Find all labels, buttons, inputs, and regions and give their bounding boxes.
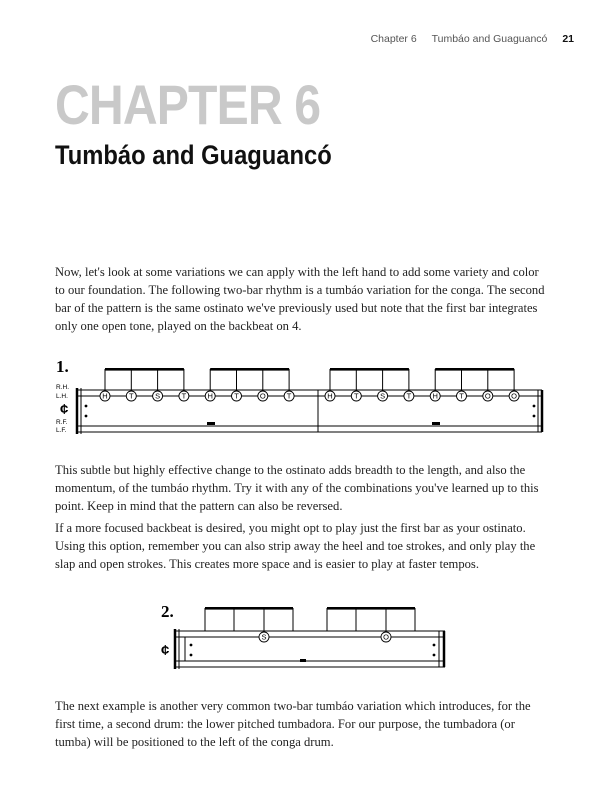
staff-label-rh: R.H. bbox=[56, 384, 69, 391]
note-label: O bbox=[259, 391, 266, 401]
paragraph-tumbadora: The next example is another very common two-bar tumbáo variation which introduces, for the first time, a second drum: the lower pitched tumbadora. For our purpose, the tumbadora (or tumba) will be positioned to the left of the conga drum. bbox=[55, 699, 531, 749]
staff-label-rf: R.F. bbox=[56, 419, 68, 426]
paragraph-effect: This subtle but highly effective change to the ostinato adds breadth to the length, and also the momentum, of the tumbáo rhythm. Try it with any of the combinations you've learned up to this point. Keep in mind that the pattern can also be reversed. bbox=[55, 463, 539, 513]
paragraph-intro: Now, let's look at some variations we can apply with the left hand to add some variety and color to our foundation. The following two-bar rhythm is a tumbáo variation for the conga. The second bar of the pattern is the same ostinato we've previously used but note that the first bar integrates only one open tone, played on the backbeat on 4. bbox=[55, 265, 545, 333]
note-label: T bbox=[406, 391, 412, 401]
beam bbox=[330, 368, 409, 371]
time-signature-2: ¢ bbox=[161, 642, 170, 659]
example-1-number: 1. bbox=[56, 357, 69, 376]
staff-lines bbox=[77, 388, 542, 434]
note-label: S bbox=[261, 632, 267, 642]
repeat-dot bbox=[533, 405, 536, 408]
notation-example-1 bbox=[50, 350, 550, 440]
paragraph-backbeat: If a more focused backbeat is desired, you might opt to play just the first bar as your ostinato. Using this option, remember you can also strip away the heel and toe strokes, and only play the slap and open strokes. This creates more space and is easier to play at faster tempos. bbox=[55, 521, 536, 571]
note-label: T bbox=[459, 391, 464, 401]
note-label: H bbox=[207, 391, 213, 401]
note-label: T bbox=[286, 391, 292, 401]
note-label: O bbox=[511, 391, 518, 401]
chapter-title: Tumbáo and Guaguancó bbox=[55, 140, 332, 170]
note-label: T bbox=[234, 391, 239, 401]
repeat-dot bbox=[85, 415, 88, 418]
note-label: S bbox=[380, 391, 386, 401]
rest bbox=[207, 422, 215, 425]
note-label: S bbox=[155, 391, 161, 401]
repeat-dot bbox=[433, 654, 436, 657]
repeat-dot bbox=[85, 405, 88, 408]
time-signature: ¢ bbox=[60, 401, 69, 418]
rest bbox=[300, 659, 306, 662]
running-header bbox=[371, 33, 574, 45]
chapter-label: CHAPTER 6 bbox=[55, 73, 321, 136]
example-2-number: 2. bbox=[161, 602, 174, 621]
repeat-dot bbox=[190, 644, 193, 647]
repeat-dot bbox=[433, 644, 436, 647]
header-title: Tumbáo and Guaguancó bbox=[431, 33, 548, 45]
rest bbox=[432, 422, 440, 425]
note-label: T bbox=[129, 391, 134, 401]
repeat-dot bbox=[533, 415, 536, 418]
note-label: H bbox=[432, 391, 438, 401]
note-label: O bbox=[484, 391, 491, 401]
beam bbox=[327, 607, 415, 610]
staff-lines-2 bbox=[175, 629, 445, 669]
beam bbox=[435, 368, 514, 371]
note-label: H bbox=[102, 391, 108, 401]
staff-label-lf: L.F. bbox=[56, 427, 67, 434]
beam bbox=[105, 368, 184, 371]
page-number: 21 bbox=[562, 33, 574, 45]
notation-example-2 bbox=[155, 595, 455, 675]
repeat-dot bbox=[190, 654, 193, 657]
note-label: O bbox=[383, 632, 389, 642]
note-label: T bbox=[181, 391, 187, 401]
beam bbox=[210, 368, 289, 371]
note-label: T bbox=[354, 391, 359, 401]
staff-label-lh: L.H. bbox=[56, 393, 68, 400]
note-label: H bbox=[327, 391, 333, 401]
header-chapter: Chapter 6 bbox=[370, 33, 417, 45]
beam bbox=[205, 607, 293, 610]
